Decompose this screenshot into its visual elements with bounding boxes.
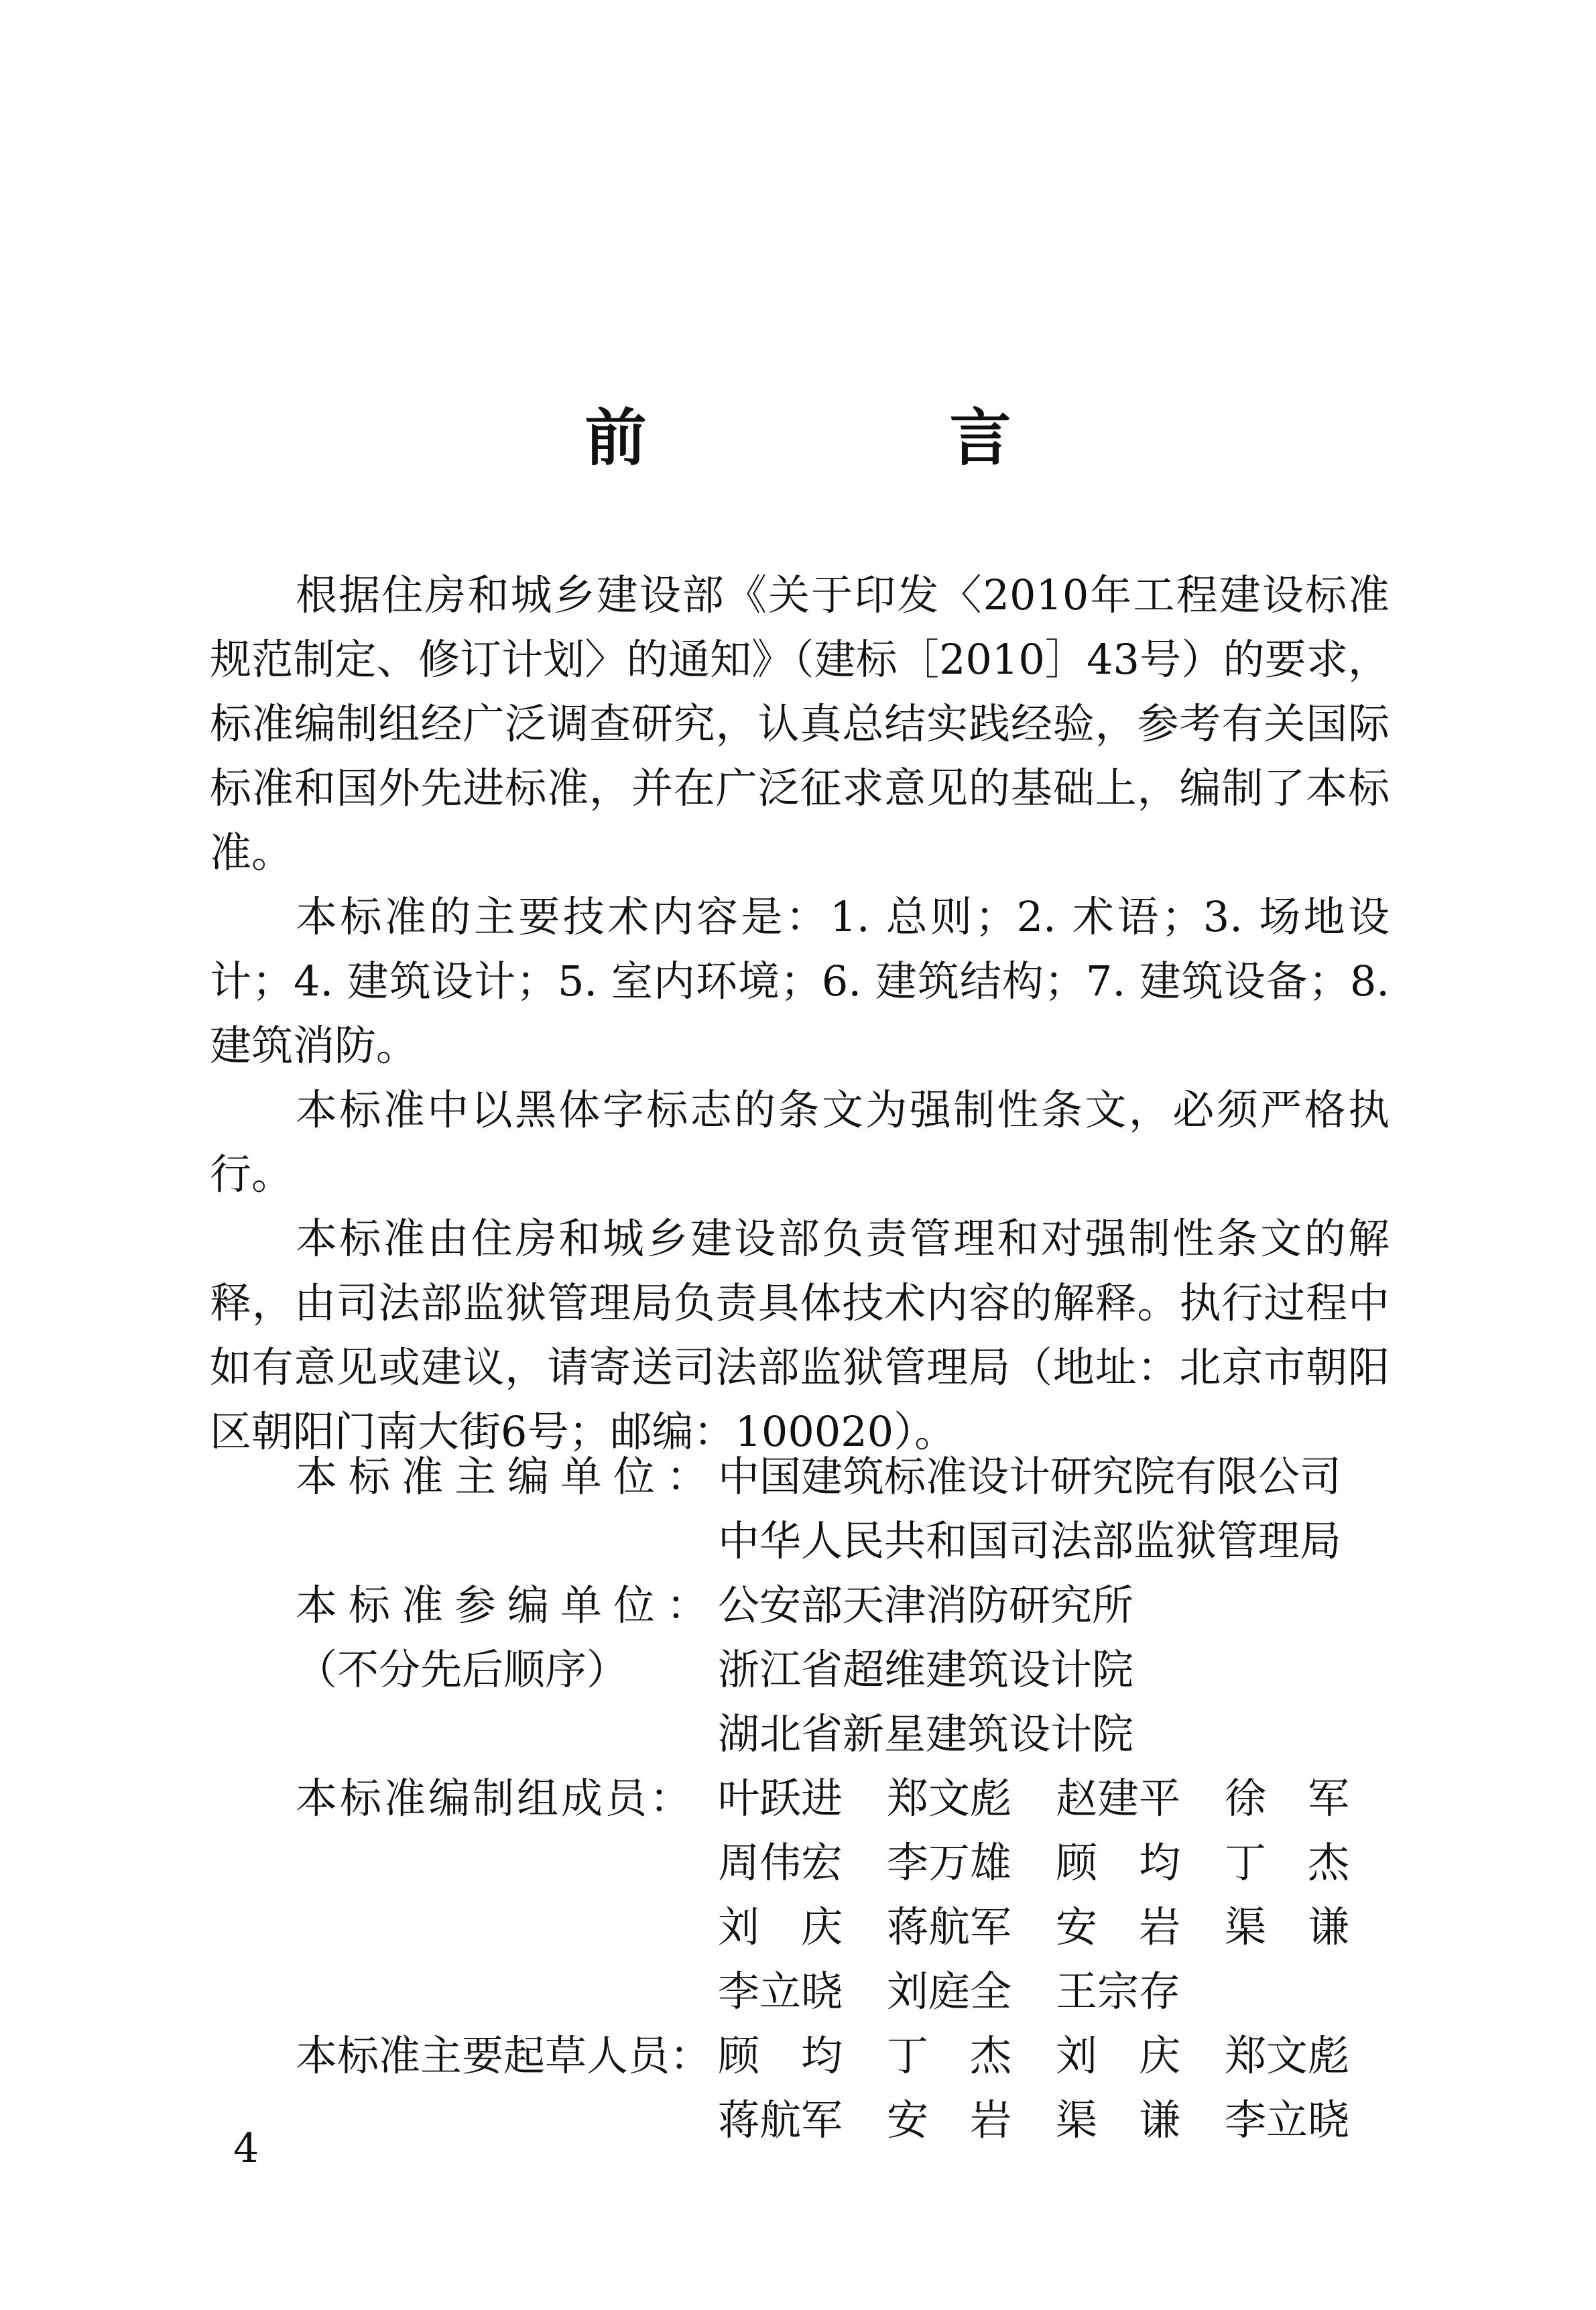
committee-member: 赵建平 xyxy=(1056,1774,1181,1823)
participating-unit-row xyxy=(296,1573,1394,1638)
drafter: 顾 均 xyxy=(718,2031,843,2080)
committee-member: 刘庭全 xyxy=(887,1967,1012,2016)
drafters-row xyxy=(296,2088,1394,2152)
drafter: 蒋航军 xyxy=(718,2095,843,2144)
chief-unit-row xyxy=(296,1509,1394,1573)
committee-member: 顾 均 xyxy=(1056,1838,1181,1887)
participating-unit-row xyxy=(296,1702,1394,1766)
committee-member: 刘 庆 xyxy=(718,1902,843,1951)
committee-row xyxy=(296,1895,1394,1959)
committee-member: 王宗存 xyxy=(1056,1967,1181,2016)
credits-block xyxy=(296,1445,1394,2152)
committee-names xyxy=(718,1831,1394,1895)
drafter: 李立晓 xyxy=(1225,2095,1350,2144)
participating-unit-1: 公安部天津消防研究所 xyxy=(718,1581,1134,1630)
drafter: 安 岩 xyxy=(887,2095,1012,2144)
drafter: 丁 杰 xyxy=(887,2031,1012,2080)
committee-names xyxy=(718,1766,1394,1831)
committee-names xyxy=(718,1959,1225,2024)
drafters-label: 本标准主要起草人员： xyxy=(296,2031,712,2080)
committee-member: 渠 谦 xyxy=(1225,1902,1350,1951)
drafters-row xyxy=(296,2024,1394,2088)
committee-names xyxy=(718,1895,1394,1959)
committee-row xyxy=(296,1959,1394,2024)
committee-member: 李立晓 xyxy=(718,1967,843,2016)
committee-member: 丁 杰 xyxy=(1225,1838,1350,1887)
drafter: 郑文彪 xyxy=(1225,2031,1350,2080)
committee-member: 叶跃进 xyxy=(718,1774,843,1823)
drafter-names xyxy=(718,2024,1394,2088)
participating-units-note: （不分先后顺序） xyxy=(296,1645,629,1694)
chief-unit-2: 中华人民共和国司法部监狱管理局 xyxy=(718,1516,1342,1565)
preface-body xyxy=(210,563,1390,1464)
committee-member: 蒋航军 xyxy=(887,1902,1012,1951)
drafter: 刘 庆 xyxy=(1056,2031,1181,2080)
drafter-names xyxy=(718,2088,1394,2152)
paragraph-main-content: 本标准的主要技术内容是：1. 总则；2. 术语；3. 场地设计；4. 建筑设计；5. 室内环境；6. 建筑结构；7. 建筑设备；8. 建筑消防。 xyxy=(210,892,1390,1070)
committee-member: 周伟宏 xyxy=(718,1838,843,1887)
chief-unit-1: 中国建筑标准设计研究院有限公司 xyxy=(718,1452,1342,1501)
committee-row xyxy=(296,1766,1394,1831)
committee-row xyxy=(296,1831,1394,1895)
participating-unit-row xyxy=(296,1638,1394,1702)
drafter: 渠 谦 xyxy=(1056,2095,1181,2144)
participating-units-label: 本标准参编单位： xyxy=(296,1581,720,1630)
page-title: 前 言 xyxy=(585,402,1132,474)
chief-units-label: 本标准主编单位： xyxy=(296,1452,720,1501)
committee-member: 李万雄 xyxy=(887,1838,1012,1887)
paragraph-mandatory: 本标准中以黑体字标志的条文为强制性条文，必须严格执行。 xyxy=(210,1085,1390,1199)
paragraph-management: 本标准由住房和城乡建设部负责管理和对强制性条文的解释，由司法部监狱管理局负责具体技术内容的解释。执行过程中如有意见或建议，请寄送司法部监狱管理局（地址：北京市朝阳区朝阳门南大街6号；邮编：100020）。 xyxy=(210,1214,1390,1456)
chief-unit-row xyxy=(296,1445,1394,1509)
participating-unit-3: 湖北省新星建筑设计院 xyxy=(718,1709,1134,1758)
committee-member: 郑文彪 xyxy=(887,1774,1012,1823)
participating-unit-2: 浙江省超维建筑设计院 xyxy=(718,1645,1134,1694)
page-number: 4 xyxy=(233,2125,259,2172)
committee-member: 徐 军 xyxy=(1225,1774,1350,1823)
committee-member: 安 岩 xyxy=(1056,1902,1181,1951)
committee-label: 本标准编制组成员： xyxy=(296,1774,694,1823)
paragraph-basis: 根据住房和城乡建设部《关于印发〈2010年工程建设标准规范制定、修订计划〉的通知》（建标［2010］43号）的要求，标准编制组经广泛调查研究，认真总结实践经验，参考有关国际标准和国外先进标准，并在广泛征求意见的基础上，编制了本标准。 xyxy=(210,570,1390,877)
